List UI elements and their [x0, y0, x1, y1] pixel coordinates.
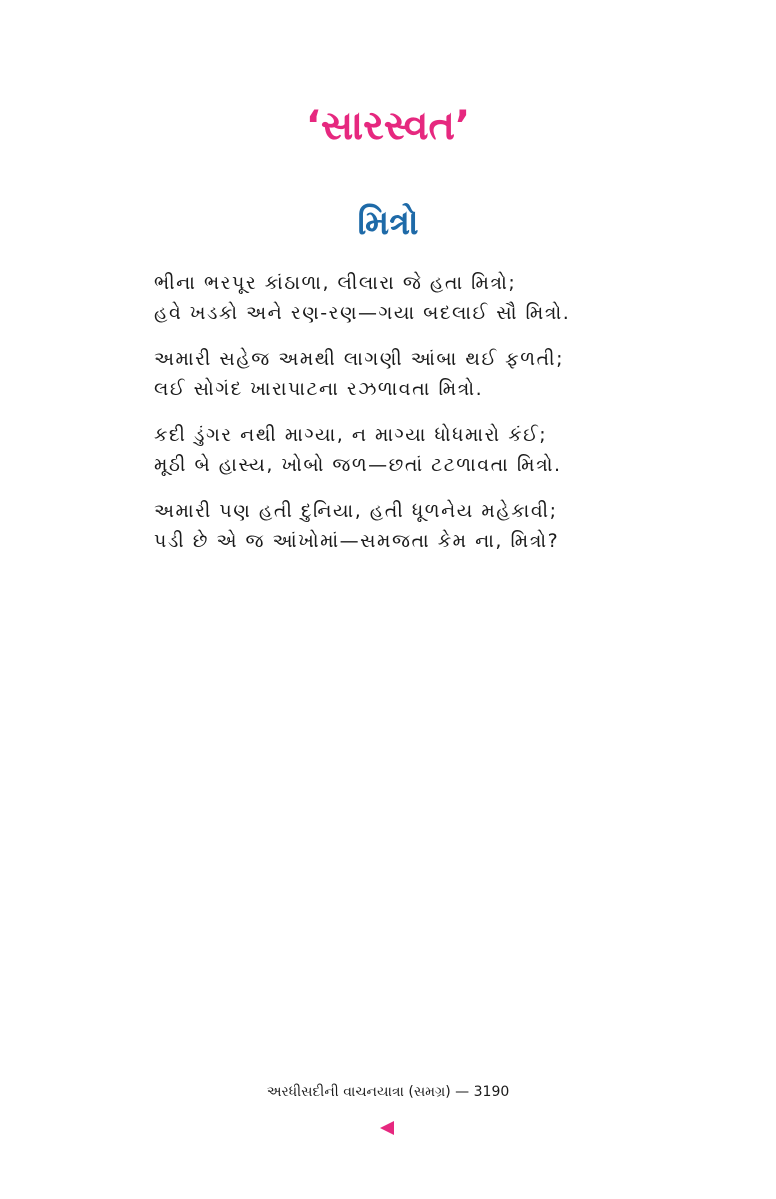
stanza: [154, 496, 654, 556]
left-triangle-icon[interactable]: [380, 1121, 394, 1135]
poem-body: [154, 268, 654, 572]
section-header: ‘સારસ્વત’: [305, 103, 471, 149]
poem-line: અમારી સહેજ અમથી લાગણી આંબા થઈ ફળતી;: [154, 348, 564, 370]
poem-line: લઈ સોગંદ ખારાપાટના રઝળાવતા મિત્રો.: [154, 378, 484, 400]
stanza: [154, 344, 654, 404]
poem-line: ભીના ભરપૂર કાંઠાળા, લીલારા જે હતા મિત્રો;: [154, 272, 517, 294]
stanza: [154, 420, 654, 480]
stanza: [154, 268, 654, 328]
poem-line: મૂઠી બે હાસ્ય, ખોબો જળ—છતાં ટટળાવતા મિત્રો.: [154, 454, 562, 476]
page-footer: અરધીસદીની વાચનયાત્રા (સમગ્ર) — 3190: [266, 1084, 510, 1100]
poem-line: અમારી પણ હતી દુનિયા, હતી ધૂળનેય મહેકાવી;: [154, 500, 558, 522]
poem-title: મિત્રો: [357, 203, 419, 243]
poem-line: હવે ખડકો અને રણ-રણ—ગયા બદલાઈ સૌ મિત્રો.: [154, 302, 571, 324]
poem-line: કદી ડુંગર નથી માગ્યા, ન માગ્યા ધોધમારો કંઈ;: [154, 424, 548, 446]
poem-line: પડી છે એ જ આંખોમાં—સમજતા કેમ ના, મિત્રો?: [154, 530, 560, 552]
